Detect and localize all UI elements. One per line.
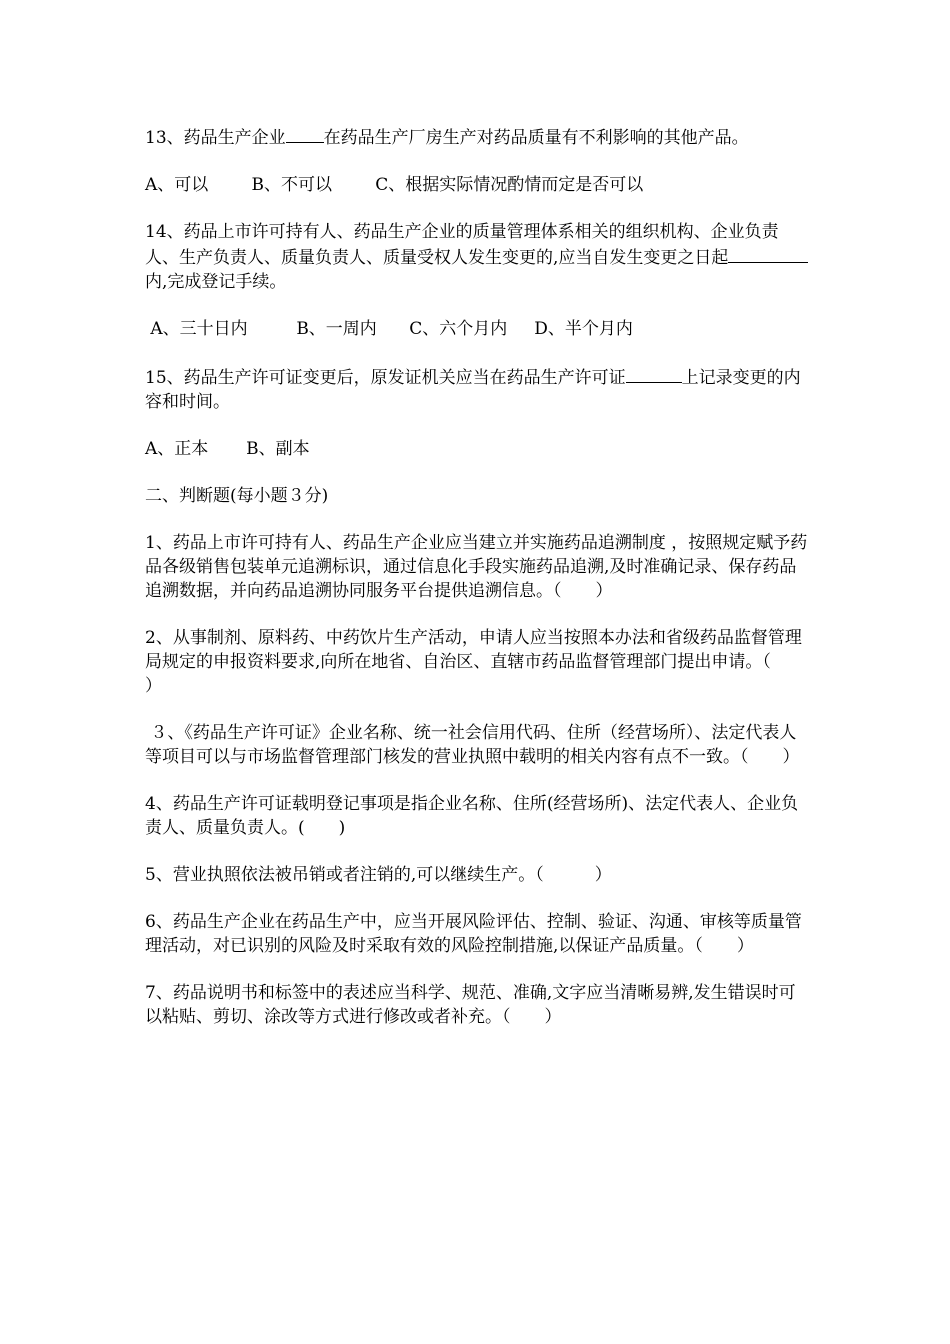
question-13	[145, 124, 810, 150]
question-14-blank	[728, 244, 808, 263]
question-13-blank	[286, 124, 324, 143]
question-13-text-start: 13、药品生产企业	[145, 128, 286, 148]
question-13-options: A、可以 B、不可以 C、根据实际情况酌情而定是否可以	[145, 175, 644, 195]
judgment-item-6: 6、药品生产企业在药品生产中，应当开展风险评估、控制、验证、沟通、审核等质量管理活动，对已识别的风险及时采取有效的风险控制措施,以保证产品质量。（ ）	[145, 912, 802, 956]
question-15-text-end: 上记录变更的内容和时间。	[145, 368, 801, 412]
judgment-item-1: 1、药品上市许可持有人、药品生产企业应当建立并实施药品追溯制度 ，按照规定赋予药品各级销售包装单元追溯标识，通过信息化手段实施药品追溯,及时准确记录、保存药品追溯数据，并向药品追溯协同服务平台提供追溯信息。（ ）	[145, 533, 808, 601]
question-14-text-start: 14、药品上市许可持有人、药品生产企业的质量管理体系相关的组织机构、企业负责人、生产负责人、质量负责人、质量受权人发生变更的,应当自发生变更之日起	[145, 222, 779, 268]
question-15-options: A、正本 B、副本	[145, 439, 310, 459]
question-14	[145, 220, 810, 294]
question-15	[145, 364, 810, 414]
question-15-blank	[626, 364, 682, 383]
judgment-item-4: 4、药品生产许可证载明登记事项是指企业名称、住所(经营场所)、法定代表人、企业负责人、质量负责人。( )	[145, 794, 799, 838]
document-page	[145, 124, 810, 1052]
question-13-text-end: 在药品生产厂房生产对药品质量有不利影响的其他产品。	[323, 128, 749, 148]
judgment-item-7: 7、药品说明书和标签中的表述应当科学、规范、准确,文字应当清晰易辨,发生错误时可以粘贴、剪切、涂改等方式进行修改或者补充。（ ）	[145, 983, 796, 1027]
section-heading: 二、判断题(每小题３分)	[145, 486, 329, 506]
question-14-text-end: 内,完成登记手续。	[145, 272, 287, 292]
question-15-text-start: 15、药品生产许可证变更后，原发证机关应当在药品生产许可证	[145, 368, 626, 388]
judgment-item-3: ３、《药品生产许可证》企业名称、统一社会信用代码、住所（经营场所）、法定代表人等项目可以与市场监督管理部门核发的营业执照中载明的相关内容有点不一致。（ ）	[145, 723, 800, 767]
judgment-item-2: 2、从事制剂、原料药、中药饮片生产活动，申请人应当按照本办法和省级药品监督管理局规定的申报资料要求,向所在地省、自治区、直辖市药品监督管理部门提出申请。（ ）	[145, 628, 805, 696]
question-14-options: A、三十日内 B、一周内 C、六个月内 D、半个月内	[145, 319, 633, 339]
judgment-item-5: 5、营业执照依法被吊销或者注销的,可以继续生产。（ ）	[145, 865, 612, 885]
